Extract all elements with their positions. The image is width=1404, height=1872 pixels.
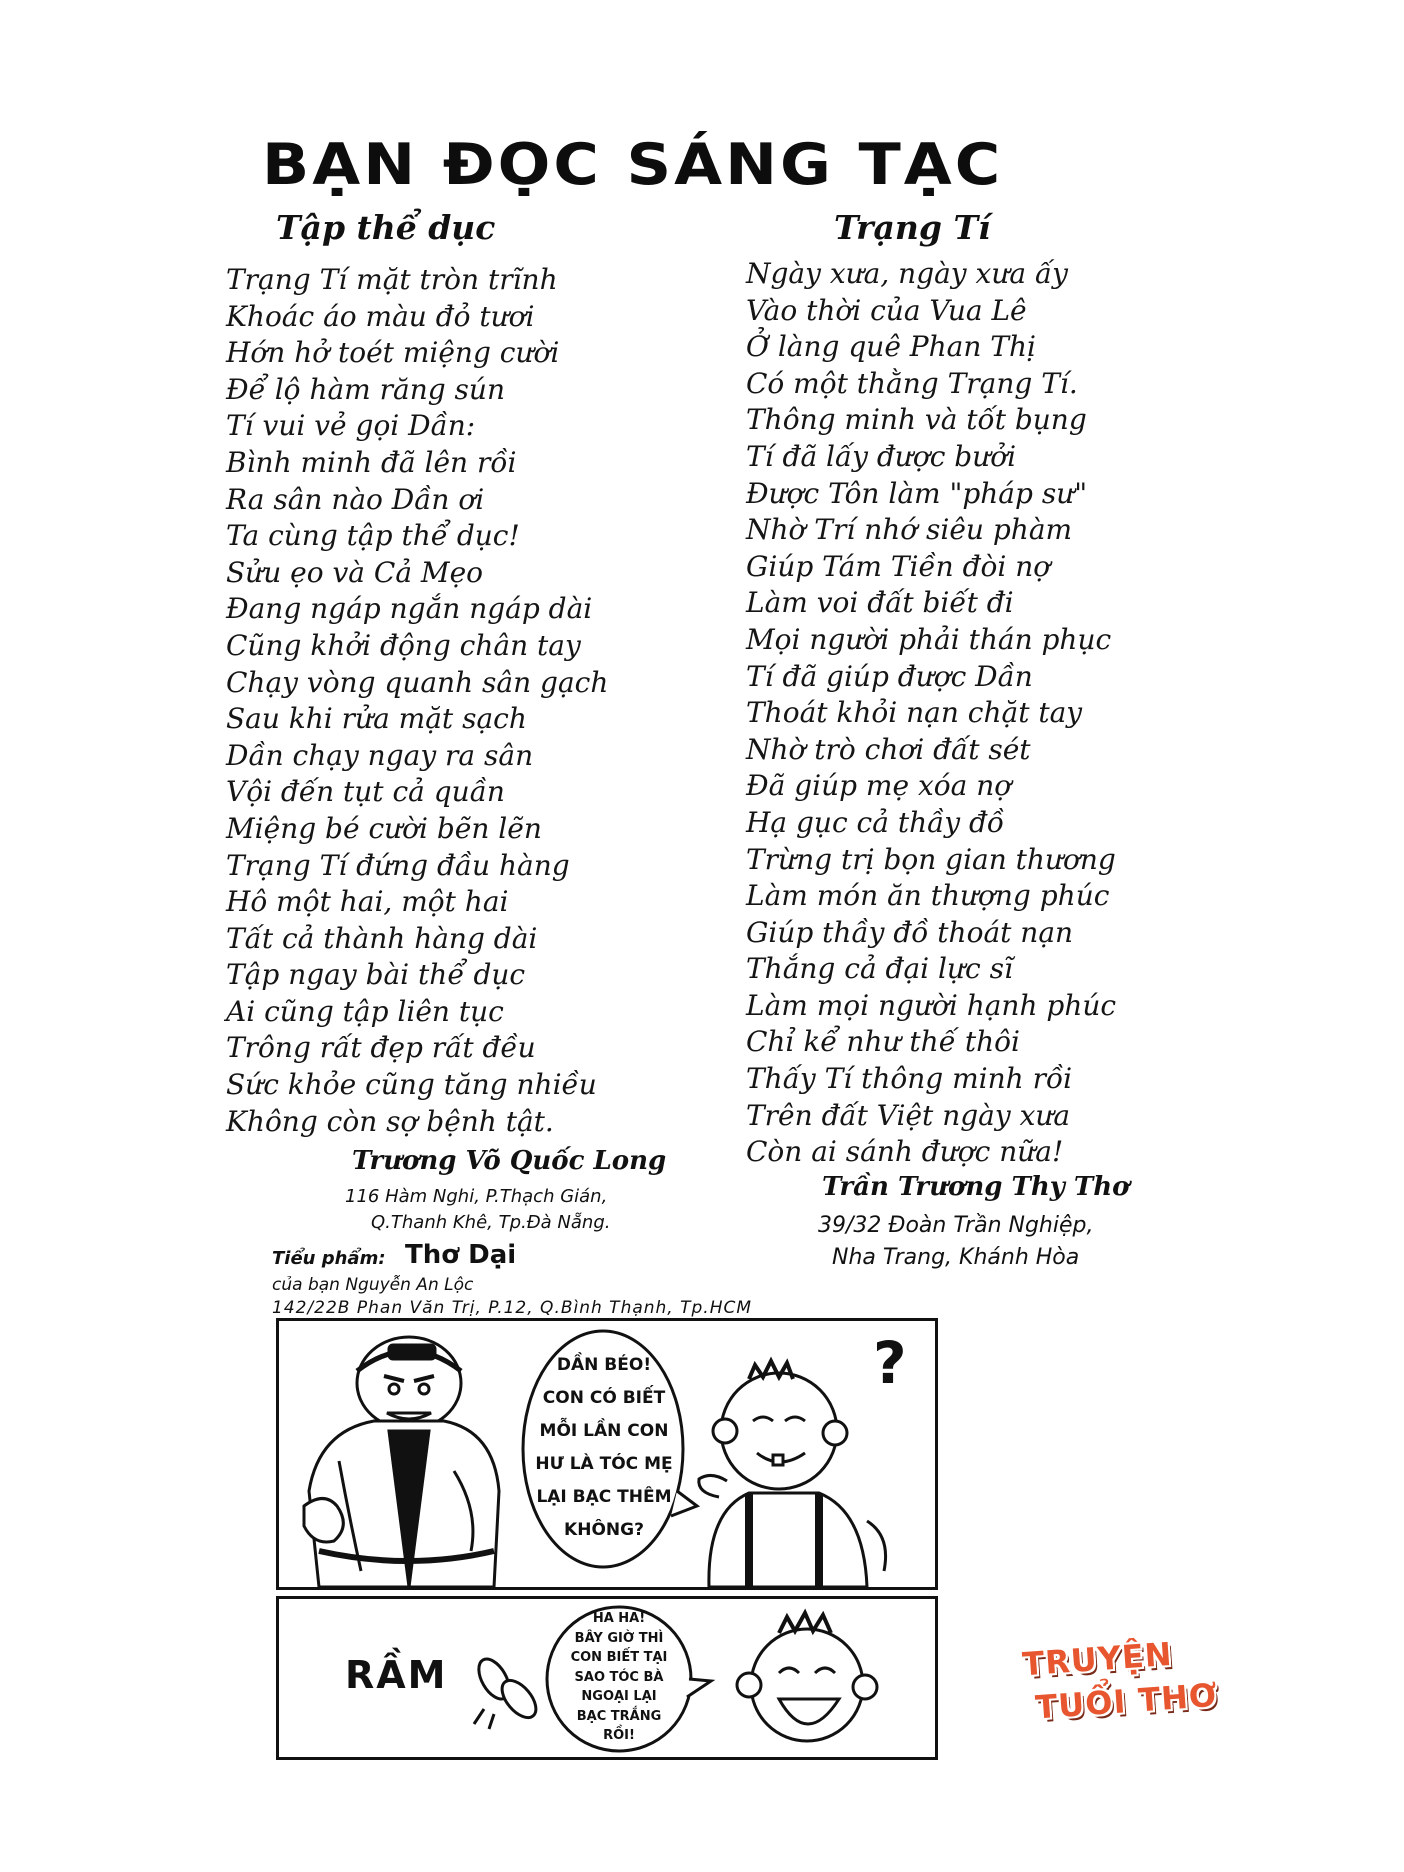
poem-line: Nhờ trò chơi đất sét <box>746 732 1031 766</box>
poem-left-address-line: 116 Hàm Nghi, P.Thạch Gián, <box>345 1186 608 1207</box>
balloon-2-line: SAO TÓC BÀ <box>574 1669 664 1685</box>
balloon-2-line: BẠC TRẮNG <box>576 1708 662 1724</box>
sound-effect: RẦM <box>345 1653 448 1697</box>
balloon-2-line: RỒI! <box>603 1728 635 1743</box>
balloon-1-line: MỖI LẦN CON <box>539 1421 669 1441</box>
dan-figure <box>699 1361 886 1587</box>
balloon-2-line: BÂY GIỜ THÌ <box>574 1630 664 1646</box>
sketch-label: Tiểu phẩm: <box>272 1248 386 1269</box>
poem-left-title: Tập thể dục <box>276 208 496 247</box>
poem-line: Tất cả thành hàng dài <box>226 921 538 955</box>
poem-line: Ra sân nào Dần ơi <box>226 482 485 516</box>
dan-laughing-figure <box>737 1613 877 1741</box>
poem-line: Đã giúp mẹ xóa nợ <box>746 769 1012 803</box>
poem-line: Trên đất Việt ngày xưa <box>746 1098 1071 1132</box>
logo-line-1: TRUYỆN <box>1021 1634 1174 1684</box>
poem-line: Hạ gục cả thầy đồ <box>746 805 1005 839</box>
poem-line: Không còn sợ bệnh tật. <box>226 1104 554 1138</box>
teacher-figure <box>304 1337 499 1587</box>
poem-line: Để lộ hàm răng sún <box>226 372 505 406</box>
balloon-1-line: KHÔNG? <box>564 1520 644 1540</box>
question-mark: ? <box>873 1329 907 1397</box>
poem-line: Trạng Tí đứng đầu hàng <box>226 848 570 882</box>
poem-left-author: Trương Võ Quốc Long <box>352 1146 667 1176</box>
poem-line: Ta cùng tập thể dục! <box>226 519 520 553</box>
poem-line: Giúp Tám Tiền đòi nợ <box>746 549 1051 583</box>
poem-line: Ngày xưa, ngày xưa ấy <box>746 257 1068 290</box>
poem-line: Sửu ẹo và Cả Mẹo <box>226 555 484 589</box>
poem-line: Trừng trị bọn gian thương <box>746 842 1116 876</box>
truyen-tuoi-tho-logo <box>1009 1626 1219 1742</box>
poem-line: Ở làng quê Phan Thị <box>746 330 1036 364</box>
sketch-address: 142/22B Phan Văn Trị, P.12, Q.Bình Thạnh, Tp.HCM <box>272 1298 753 1318</box>
poem-line: Khoác áo màu đỏ tươi <box>226 299 535 333</box>
poem-left-address-line: Q.Thanh Khê, Tp.Đà Nẵng. <box>371 1212 611 1233</box>
poem-line: Trông rất đẹp rất đều <box>226 1031 536 1065</box>
poem-right-address-line: 39/32 Đoàn Trần Nghiệp, <box>818 1213 1094 1238</box>
poem-line: Mọi người phải thán phục <box>746 622 1112 656</box>
poem-line: Thoát khỏi nạn chặt tay <box>746 696 1083 730</box>
poem-line: Cũng khởi động chân tay <box>226 628 581 662</box>
balloon-2-line: HA HA! <box>592 1611 646 1626</box>
balloon-2-line: NGOẠI LẠI <box>581 1689 657 1704</box>
balloon-1-line: CON CÓ BIẾT <box>542 1388 666 1408</box>
sketch-author: của bạn Nguyễn An Lộc <box>272 1275 474 1295</box>
poem-right-body <box>746 256 1116 1171</box>
poem-line: Sau khi rửa mặt sạch <box>226 702 527 736</box>
poem-right-address <box>818 1210 1093 1274</box>
poem-line: Tí vui vẻ gọi Dần: <box>226 409 476 443</box>
section-header: BẠN ĐỌC SÁNG TẠC <box>262 130 1004 198</box>
poem-left-address <box>345 1184 610 1236</box>
poem-line: Chạy vòng quanh sân gạch <box>226 665 609 699</box>
poem-line: Làm voi đất biết đi <box>746 586 1014 620</box>
poem-line: Thông minh và tốt bụng <box>746 403 1087 437</box>
balloon-1-line: LẠI BẠC THÊM <box>536 1487 672 1507</box>
sandals-icon <box>473 1654 543 1729</box>
balloon-1-text <box>529 1349 679 1547</box>
poem-line: Vội đến tụt cả quần <box>226 775 505 809</box>
poem-line: Ai cũng tập liên tục <box>226 994 504 1028</box>
poem-line: Sức khỏe cũng tăng nhiều <box>226 1068 597 1102</box>
poem-right-title: Trạng Tí <box>834 208 991 247</box>
poem-line: Trạng Tí mặt tròn trĩnh <box>226 263 558 296</box>
poem-line: Được Tôn làm "pháp sư" <box>746 476 1088 510</box>
poem-line: Còn ai sánh được nữa! <box>746 1135 1064 1169</box>
poem-line: Thấy Tí thông minh rồi <box>746 1062 1073 1096</box>
poem-line: Hô một hai, một hai <box>226 885 509 919</box>
poem-right-author: Trần Trương Thy Thơ <box>822 1172 1130 1202</box>
balloon-2-text <box>551 1609 687 1746</box>
sketch-title: Thơ Dại <box>405 1240 517 1270</box>
poem-line: Tập ngay bài thể dục <box>226 958 526 992</box>
comic-panel-1 <box>276 1318 938 1590</box>
poem-line: Giúp thầy đồ thoát nạn <box>746 915 1074 949</box>
poem-right-address-line: Nha Trang, Khánh Hòa <box>832 1245 1080 1270</box>
poem-line: Đang ngáp ngắn ngáp dài <box>226 592 593 626</box>
poem-line: Làm món ăn thượng phúc <box>746 879 1110 913</box>
poem-line: Vào thời của Vua Lê <box>746 293 1027 327</box>
poem-line: Miệng bé cười bẽn lẽn <box>226 811 542 845</box>
poem-line: Làm mọi người hạnh phúc <box>746 988 1117 1022</box>
comic-panel-2 <box>276 1596 938 1760</box>
balloon-1-line: HƯ LÀ TÓC MẸ <box>535 1454 673 1474</box>
balloon-1-line: DẦN BÉO! <box>556 1355 652 1375</box>
poem-line: Tí đã lấy được bưởi <box>746 439 1017 473</box>
poem-left-body <box>226 262 608 1140</box>
poem-line: Có một thằng Trạng Tí. <box>746 366 1078 400</box>
poem-line: Nhờ Trí nhớ siêu phàm <box>746 513 1073 547</box>
poem-line: Bình minh đã lên rồi <box>226 445 517 479</box>
poem-line: Dần chạy ngay ra sân <box>226 738 534 772</box>
logo-line-2: TUỔI THƠ <box>1034 1675 1219 1727</box>
poem-line: Chỉ kể như thế thôi <box>746 1025 1020 1059</box>
poem-line: Thắng cả đại lực sĩ <box>746 952 1013 986</box>
poem-line: Hớn hở toét miệng cười <box>226 336 560 370</box>
poem-line: Tí đã giúp được Dần <box>746 659 1033 693</box>
balloon-2-line: CON BIẾT TẠI <box>570 1650 668 1665</box>
